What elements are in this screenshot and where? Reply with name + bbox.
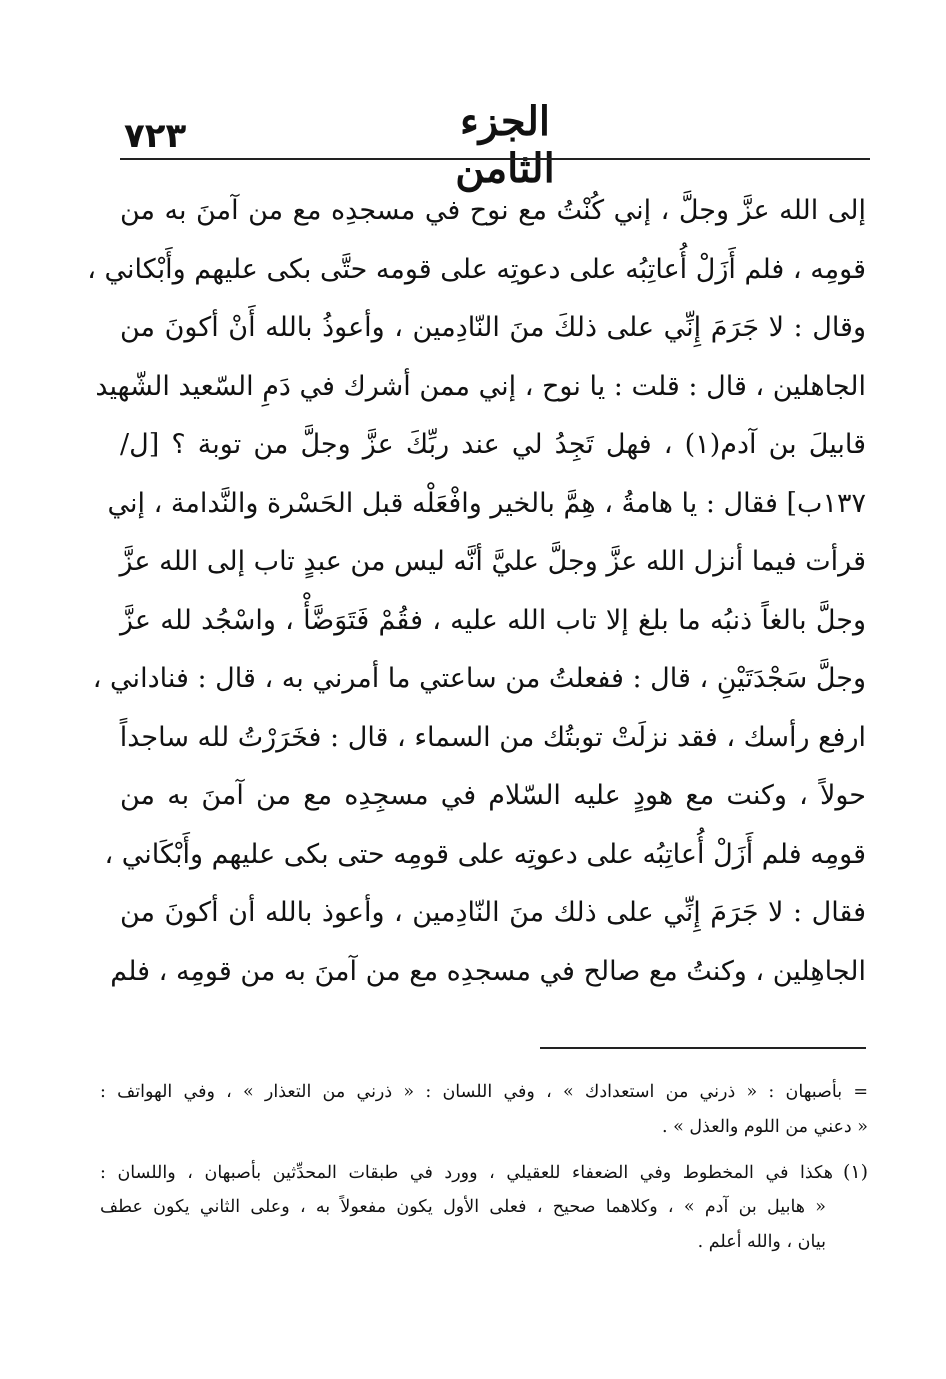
text-line: وجلَّ سَجْدَتَيْنِ ، قال : ففعلتُ من ساعتي ما أمرني به ، قال : فناداني ، <box>92 663 866 694</box>
text-line: قومِه فلم أَزَلْ أُعاتِبُه على دعوتِه على قومِه حتى بكى عليهم وأَبْكَاني ، <box>104 838 866 870</box>
text-line: ١٣٧ب] فقال : يا هامةُ ، هِمَّ بالخير وافْعَلْه قبل الحَسْرة والنَّدامة ، إني <box>107 487 866 519</box>
text-line: حولاً ، وكنت مع هودٍ عليه السّلام في مسجِدِه مع من آمنَ به من <box>120 780 866 811</box>
footnote-number: (١) <box>842 1161 868 1183</box>
page-header <box>120 88 870 192</box>
text-line: إلى الله عزَّ وجلَّ ، إني كُنْتُ مع نوح في مسجدِه مع من آمنَ به من <box>120 195 866 226</box>
footnote-continuation-line: « دعني من اللوم والعذل » . <box>661 1117 868 1137</box>
main-text <box>87 182 866 1001</box>
text-line: فقال : لا جَرَمَ إِنِّي على ذلك منَ النّادِمين ، وأعوذ بالله أن أكونَ من <box>120 897 866 928</box>
text-line: وقال : لا جَرَمَ إِنِّي على ذلكَ منَ النّادِمين ، وأعوذُ بالله أَنْ أكونَ من <box>120 312 866 343</box>
footnote-separator <box>540 1047 866 1049</box>
footnote-continuation-line: = بأصبهان : « ذرني من استعدادك » ، وفي اللسان : « ذرني من التعذار » ، وفي الهواتف : <box>100 1082 868 1102</box>
header-rule <box>120 158 870 160</box>
running-title: الجزء الثامن <box>455 98 555 192</box>
text-line: قابيلَ بن آدم(١) ، فهل تَجِدُ لي عند ربِّكَ عزَّ وجلَّ من توبة ؟ [ل/ <box>120 429 866 460</box>
text-line: الجاهلين ، قال : قلت : يا نوح ، إني ممن أشرك في دَمِ السّعيد الشّهيد <box>95 370 866 402</box>
page-number: ٧٢٣ <box>124 116 187 156</box>
footnotes <box>100 1075 868 1260</box>
footnote-line: بيان ، والله أعلم . <box>697 1232 826 1252</box>
footnote-text: هكذا في المخطوط وفي الضعفاء للعقيلي ، وورد في طبقات المحدِّثين بأصبهان ، واللسان : <box>100 1163 833 1183</box>
text-line: ارفع رأسك ، فقد نزلَتْ توبتُك من السماء ، قال : فخَرَرْتُ لله ساجداً <box>119 721 866 753</box>
text-line: قومِه ، فلم أَزَلْ أُعاتِبُه على دعوتِه على قومه حتَّى بكى عليهم وأَبْكاني ، <box>87 253 866 285</box>
footnote-line: « هابيل بن آدم » ، وكلاهما صحيح ، فعلى الأول يكون مفعولاً به ، وعلى الثاني يكون عطف <box>100 1197 826 1217</box>
text-line: الجاهِلين ، وكنتُ مع صالح في مسجدِه مع من آمنَ به من قومِه ، فلم <box>110 955 866 987</box>
text-line: قرأت فيما أنزل الله عزَّ وجلَّ عليَّ أنَّه ليس من عبدٍ تاب إلى الله عزَّ <box>119 546 866 577</box>
footnote-1-first-line <box>100 1155 868 1190</box>
text-line: وجلَّ بالغاً ذنبُه ما بلغ إلا تاب الله عليه ، فقُمْ فَتَوَضَّأْ ، واسْجُد لله عزَّ <box>120 604 866 636</box>
